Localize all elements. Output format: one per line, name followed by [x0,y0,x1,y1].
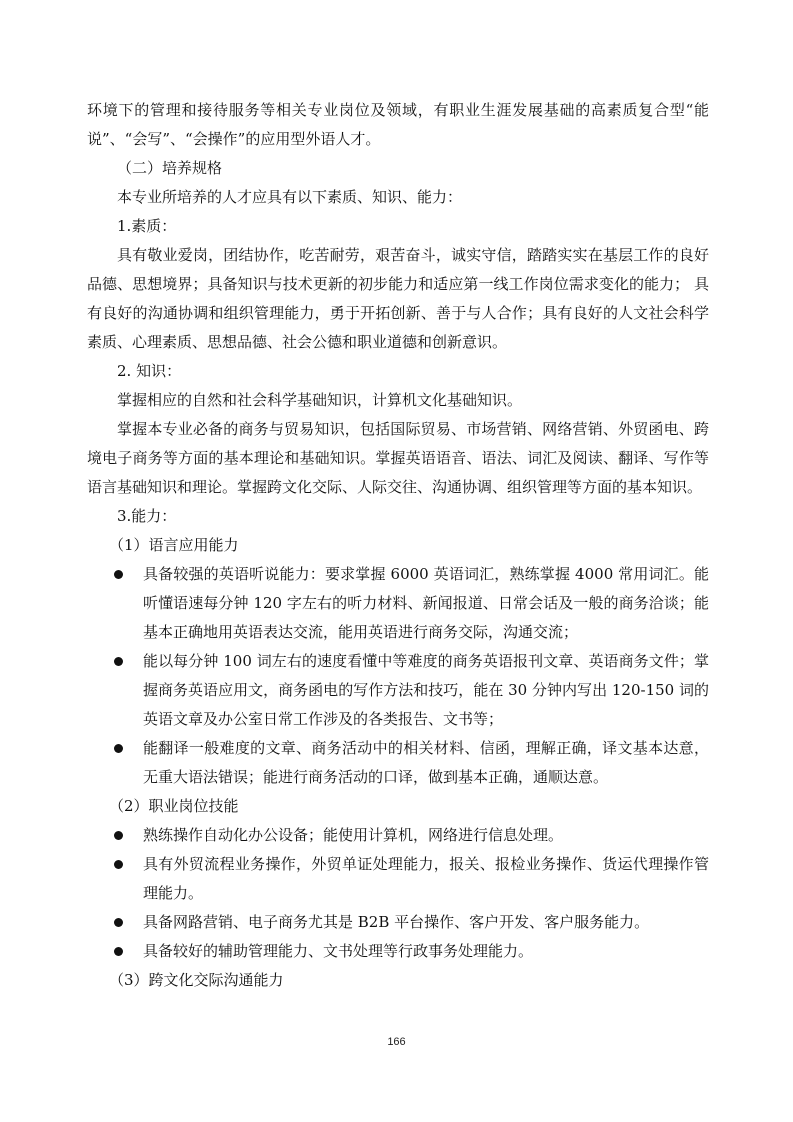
list-item-text: 能以每分钟 100 词左右的速度看懂中等难度的商务英语报刊文章、英语商务文件；掌握商务英语应用文，商务函电的写作方法和技巧，能在 30 分钟内写出 120-150 词的英语文章及办公室日常工作涉及的各类报告、文书等； [143,652,709,728]
section-heading-training-spec: （二）培养规格 [117,159,223,177]
paragraph-quality: 具有敬业爱岗，团结协作，吃苦耐劳，艰苦奋斗，诚实守信，踏踏实实在基层工作的良好品德、思想境界；具备知识与技术更新的初步能力和适应第一线工作岗位需求变化的能力； 具有良好的沟通协调和组织管理能力，勇于开拓创新、善于与人合作；具有良好的人文社会科学素质、心理素质、思想品德、社会公德和职业道德和创新意识。 [87,246,709,351]
bullet-dot-icon [114,657,123,666]
paragraph-knowledge-2: 掌握本专业必备的商务与贸易知识，包括国际贸易、市场营销、网络营销、外贸函电、跨境电子商务等方面的基本理论和基础知识。掌握英语语音、语法、词汇及阅读、翻译、写作等语言基础知识和理论。掌握跨文化交际、人际交往、沟通协调、组织管理等方面的基本知识。 [87,420,709,496]
paragraph-intro: 环境下的管理和接待服务等相关专业岗位及领域，有职业生涯发展基础的高素质复合型“能说”、“会写”、“会操作”的应用型外语人才。 [87,101,709,148]
page-body [87,96,709,995]
list-item [87,850,709,908]
list-item [87,734,709,792]
list-item-text: 熟练操作自动化办公设备；能使用计算机，网络进行信息处理。 [143,826,564,844]
bullet-dot-icon [114,744,123,753]
heading-quality: 1.素质： [117,217,177,235]
heading-cross-cultural: （3）跨文化交际沟通能力 [109,971,284,989]
list-item-text: 能翻译一般难度的文章、商务活动中的相关材料、信函，理解正确，译文基本达意，无重大语法错误；能进行商务活动的口译，做到基本正确，通顺达意。 [143,739,709,786]
list-item [87,647,709,734]
list-item-text: 具有外贸流程业务操作，外贸单证处理能力，报关、报检业务操作、货运代理操作管理能力。 [143,855,709,902]
heading-ability: 3.能力： [117,507,177,525]
bullet-dot-icon [114,860,123,869]
list-item [87,937,709,966]
list-item-text: 具备较强的英语听说能力：要求掌握 6000 英语词汇，熟练掌握 4000 常用词汇。能听懂语速每分钟 120 字左右的听力材料、新闻报道、日常会话及一般的商务洽谈；能基本正确地用英语表达交流，能用英语进行商务交际，沟通交流； [143,565,709,641]
heading-knowledge: 2. 知识： [117,362,182,380]
list-item-text: 具备较好的辅助管理能力、文书处理等行政事务处理能力。 [143,942,534,960]
list-item [87,560,709,647]
paragraph-overview: 本专业所培养的人才应具有以下素质、知识、能力： [117,188,463,206]
bullet-dot-icon [114,918,123,927]
bullet-dot-icon [114,570,123,579]
bullet-dot-icon [114,831,123,840]
heading-language-ability: （1）语言应用能力 [109,536,239,554]
list-item-text: 具备网路营销、电子商务尤其是 B2B 平台操作、客户开发、客户服务能力。 [143,913,650,931]
page-number: 166 [387,1036,406,1048]
bullet-dot-icon [114,947,123,956]
paragraph-knowledge-1: 掌握相应的自然和社会科学基础知识，计算机文化基础知识。 [117,391,523,409]
list-item [87,821,709,850]
list-item [87,908,709,937]
heading-career-skills: （2）职业岗位技能 [109,797,239,815]
